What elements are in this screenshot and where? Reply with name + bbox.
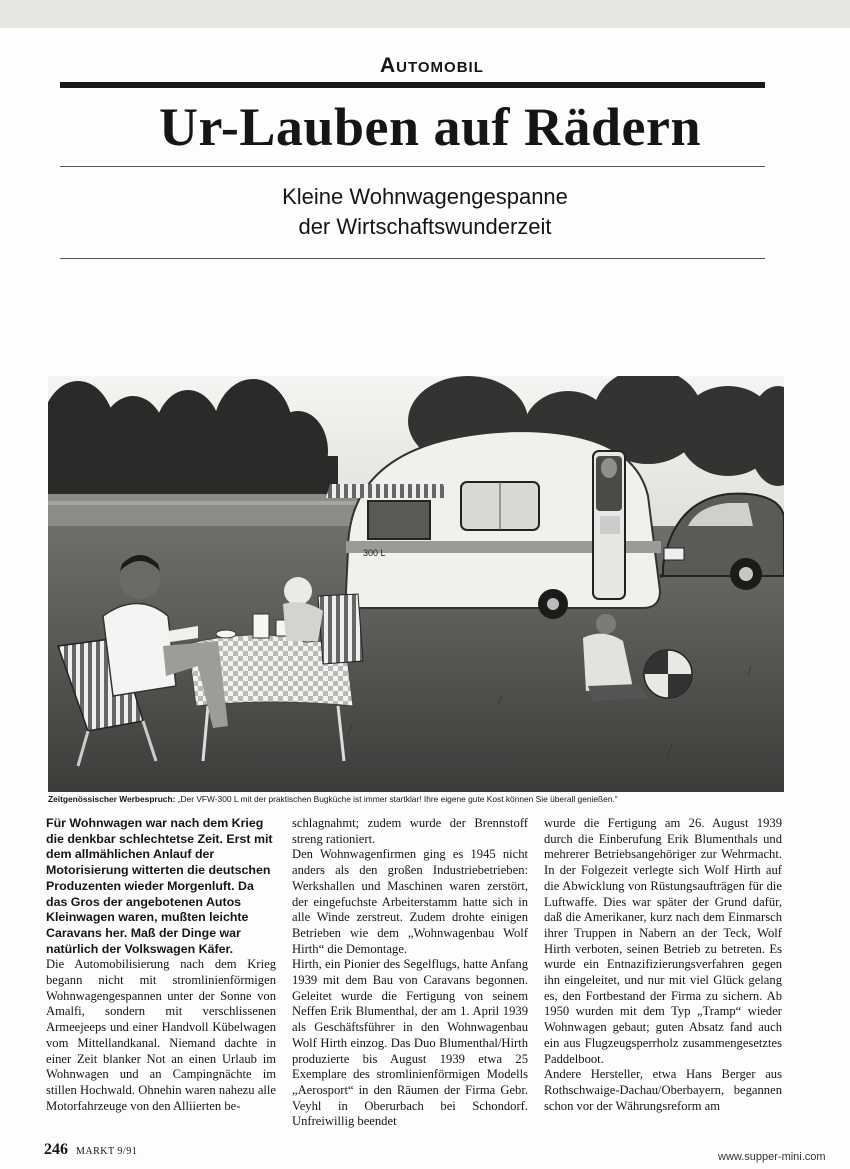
- photo-caption: [48, 794, 808, 805]
- article-paragraph: wurde die Fertigung am 26. August 1939 durch die Einberufung Erik Blumenthals und mehrerer Betriebsangehöriger zur Wehrmacht. In der Folgezeit verlegte sich Wolf Hirth auf die Abwicklung von Rüstungsaufträgen für die Luftwaffe. Dies war später der Grund dafür, daß die Amerikaner, kurz nach dem Einmarsch ihrer Truppen in Nabern an der Teck, Wolf Hirth verboten, seinen Betrieb zu betreten. Es wurde ein Entnazifizierungsverfahren gegen ihn eingeleitet, und nur mit viel Glück gelang es, den Fortbestand der Firma zu sichern. Ab 1950 wurden mit dem Typ „Tramp“ wieder Wohnwagen gebaut; guten Absatz fand auch ein aus Flugzeugsperrholz zusammengesetztes Paddelboot.: [544, 816, 782, 1066]
- caravan-picnic-photo: [48, 376, 784, 792]
- article-headline: Ur-Lauben auf Rädern: [158, 97, 702, 157]
- article-photo: [48, 376, 784, 792]
- article-paragraph: schlagnahmt; zudem wurde der Brennstoff streng rationiert.: [292, 816, 528, 846]
- subhead-line-1: Kleine Wohnwagengespanne: [282, 184, 568, 209]
- caption-text: „Der VFW-300 L mit der praktischen Bugküche ist immer startklar! Ihre eigene gute Kost können Sie überall genießen.“: [175, 794, 618, 804]
- article-column-1: [46, 816, 276, 1114]
- article-column-3: [544, 816, 782, 1114]
- article-column-2: [292, 816, 528, 1130]
- scan-top-strip: [0, 0, 850, 28]
- caption-lead: Zeitgenössischer Werbespruch:: [48, 794, 176, 804]
- article-paragraph: Die Automobilisierung nach dem Krieg begann nicht mit stromlinienförmigen Wohnwagengespannen unter der Sonne von Amalfi, sondern mit verschlissenen Armeejeeps und einer Handvoll Kübelwagen vom Mittellandkanal. Niemand dachte in einer Zeit blanker Not an einen Urlaub im Wohnwagen und an Campingnächte im stillen Hochwald. Ohnehin waren nahezu alle Motorfahrzeuge von den Alliierten be-: [46, 957, 276, 1113]
- magazine-issue: MARKT 9/91: [76, 1146, 138, 1157]
- subhead-rule: [60, 258, 765, 259]
- article-paragraph: Andere Hersteller, etwa Hans Berger aus Rothschwaige-Dachau/Oberbayern, begannen schon vor der Währungsreform am: [544, 1067, 782, 1113]
- page-number: 246: [44, 1141, 68, 1158]
- headline-rule: [60, 166, 765, 167]
- page-footer: [44, 1141, 137, 1159]
- article-paragraph: Den Wohnwagenfirmen ging es 1945 nicht anders als den großen Industriebetrieben: Werkshallen und Maschinen waren zerstört, der eingefuchste Arbeiterstamm hatte sich in alle Winde zerstreut. Zudem drohte einigen Betrieben wie dem „Wohnwagenbau Wolf Hirth“ die Demontage.: [292, 847, 528, 956]
- header-rule: [60, 82, 765, 88]
- article-paragraph: Hirth, ein Pionier des Segelflugs, hatte Anfang 1939 mit dem Bau von Caravans begonnen. Geleitet wurde die Fertigung von seinem Neffen Erik Blumenthal, der am 1. April 1939 als Geschäftsführer in den Wohnwagenbau Wolf Hirth einzog. Das Duo Blumenthal/Hirth produzierte bis August 1939 etwa 25 Exemplare des stromlinienförmigen Modells „Aerosport“ in den Räumen der Firma Gebr. Veyhl in Oberurbach bei Schondorf. Unfreiwillig beendet: [292, 957, 528, 1129]
- section-label: Automobil: [380, 54, 484, 77]
- article-intro: Für Wohnwagen war nach dem Krieg die denkbar schlechtetse Zeit. Erst mit dem allmählichen Anlauf der Motorisierung witterten die deutschen Produzenten wieder Morgenluft. Da das Gros der angebotenen Autos Kleinwagen waren, mußten leichte Caravans her. Maß der Dinge war natürlich der Volkswagen Käfer.: [46, 816, 273, 956]
- caravan-model-label: 300 L: [363, 548, 386, 558]
- subhead-line-2: der Wirtschaftswunderzeit: [298, 214, 552, 239]
- article-subhead: [160, 182, 690, 242]
- watermark-url: www.supper-mini.com: [718, 1151, 826, 1163]
